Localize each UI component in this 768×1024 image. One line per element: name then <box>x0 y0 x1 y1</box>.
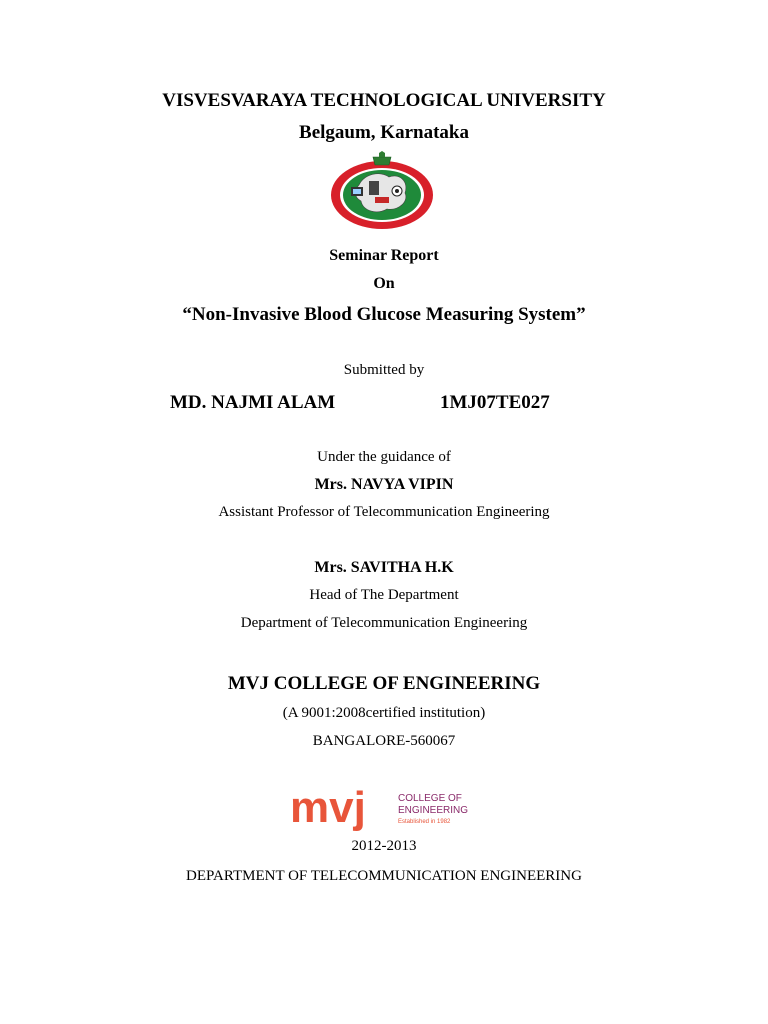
report-type: Seminar Report <box>329 247 439 264</box>
report-title: “Non-Invasive Blood Glucose Measuring System” <box>182 304 586 325</box>
guidance-label: Under the guidance of <box>317 449 451 465</box>
report-on-label: On <box>373 275 395 292</box>
department-footer: DEPARTMENT OF TELECOMMUNICATION ENGINEERING <box>186 868 582 884</box>
college-name: MVJ COLLEGE OF ENGINEERING <box>227 673 541 694</box>
vtu-logo <box>329 151 435 231</box>
university-location: Belgaum, Karnataka <box>299 122 469 143</box>
hod-role: Head of The Department <box>309 587 459 603</box>
hod-name: Mrs. SAVITHA H.K <box>314 559 454 576</box>
college-city: BANGALORE-560067 <box>312 733 456 749</box>
guide-name: Mrs. NAVYA VIPIN <box>314 476 454 493</box>
guide-role: Assistant Professor of Telecommunication Engineering <box>218 504 550 520</box>
student-usn: 1MJ07TE027 <box>440 392 550 413</box>
hod-department: Department of Telecommunication Engineering <box>240 615 528 631</box>
academic-year: 2012-2013 <box>351 838 417 854</box>
student-name: MD. NAJMI ALAM <box>170 392 336 413</box>
mvj-logo <box>290 786 480 832</box>
university-name: VISVESVARAYA TECHNOLOGICAL UNIVERSITY <box>162 90 606 111</box>
mvj-logo-wordmark: mvj <box>290 786 366 832</box>
college-certification: (A 9001:2008certified institution) <box>282 705 486 721</box>
submitted-by-label: Submitted by <box>343 362 425 378</box>
mvj-logo-tagline: Established in 1982 <box>398 819 451 825</box>
mvj-logo-line2: ENGINEERING <box>398 805 469 816</box>
mvj-logo-line1: COLLEGE OF <box>398 793 462 804</box>
